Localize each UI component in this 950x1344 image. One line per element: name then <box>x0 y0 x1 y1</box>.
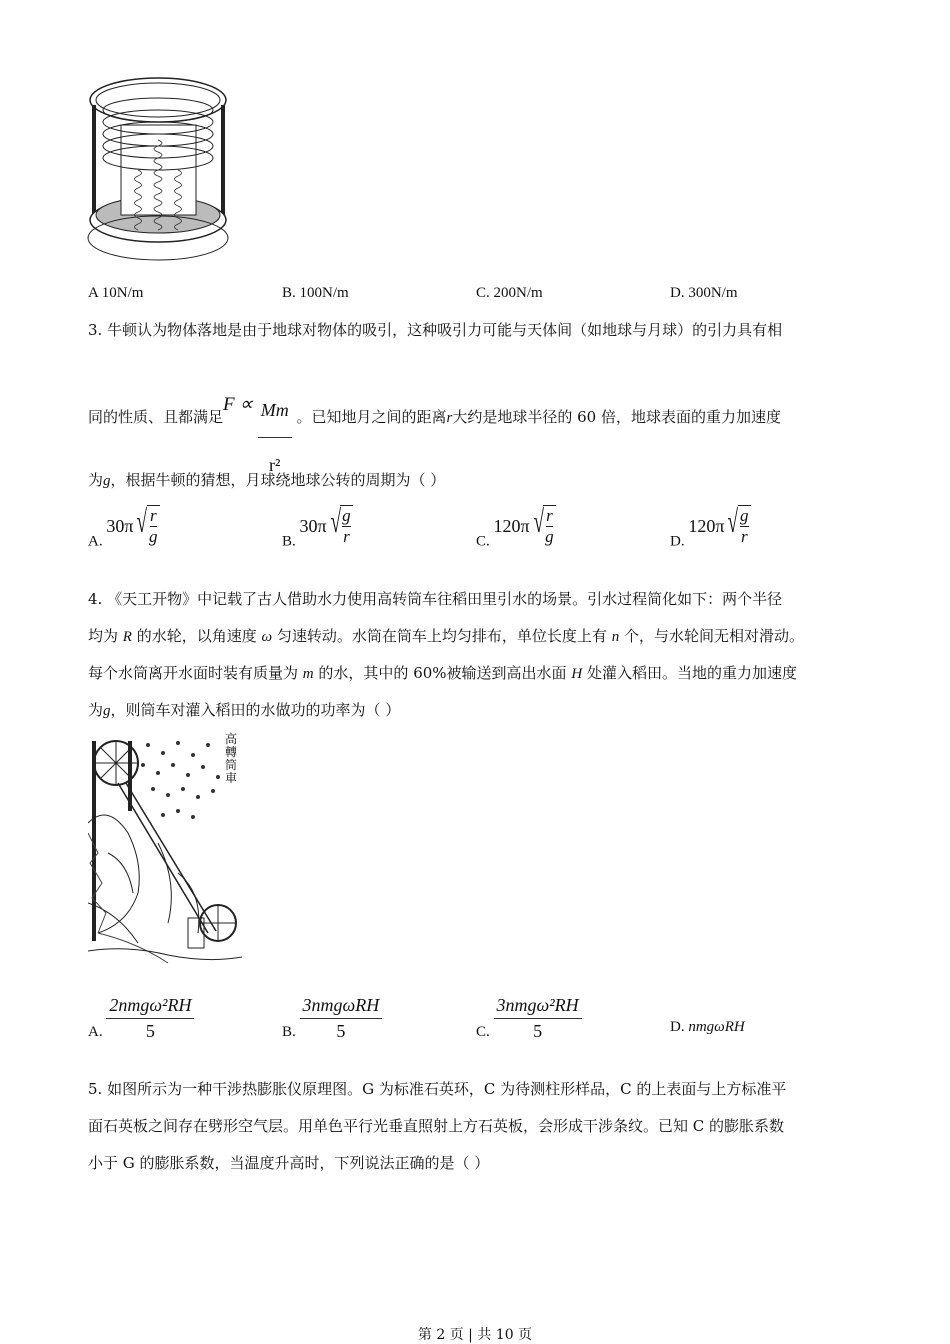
q4-text: 匀速转动。水筒在筒车上均匀排布，单位长度上有 <box>276 627 607 645</box>
q4-option-d[interactable] <box>670 1019 745 1036</box>
q4-option-b[interactable] <box>282 995 382 1042</box>
option-label: C. <box>476 1023 490 1040</box>
var-omega: ω <box>261 629 273 645</box>
q2-option-c: C. 200N/m <box>476 285 543 301</box>
q4-text: 的水，其中的 60%被输送到高出水面 <box>318 664 567 682</box>
formula-denominator: r² <box>269 455 281 475</box>
option-num: g <box>342 506 351 525</box>
q3-line-1: 3. 牛顿认为物体落地是由于地球对物体的吸引，这种吸引力可能与天体间（如地球与月球）的引力具有相 <box>88 321 783 339</box>
option-num: r <box>546 506 553 525</box>
q4-line-4 <box>88 700 400 721</box>
q5-line-2: 面石英板之间存在劈形空气层。用单色平行光垂直照射上方石英板，会形成干涉条纹。已知 C 的膨胀系数 <box>88 1117 785 1135</box>
option-num: 2nmgω²RH <box>106 995 194 1019</box>
sqrt-icon: √ $\frac{g}{r}$ <box>330 503 351 546</box>
page-footer: 第 2 页 | 共 10 页 <box>417 1327 533 1343</box>
var-r: r <box>446 410 453 426</box>
option-coef: 30π <box>106 515 134 536</box>
var-g: g <box>103 473 111 489</box>
q2-option-b: B. 100N/m <box>282 285 349 301</box>
option-expr: nmgωRH <box>688 1019 745 1035</box>
option-label: B. <box>282 1023 296 1040</box>
q3-option-b[interactable] <box>282 505 353 551</box>
var-g: g <box>103 703 111 719</box>
sqrt-icon: √ $\frac{r}{g}$ <box>136 503 158 546</box>
q4-text: 均为 <box>88 627 119 645</box>
option-coef: 30π <box>299 515 327 536</box>
waterwheel-illustration <box>88 733 242 965</box>
q3-text: 为 <box>88 471 104 489</box>
option-den: r <box>740 527 748 546</box>
option-label: A. <box>88 533 103 550</box>
formula-f: F ∝ <box>223 394 253 415</box>
option-den: 5 <box>533 1021 543 1041</box>
option-num: 3nmgω²RH <box>494 995 582 1019</box>
option-den: g <box>149 527 158 546</box>
option-label: B. <box>282 533 296 550</box>
q3-text: 。已知地月之间的距离 <box>296 408 447 426</box>
var-m: m <box>302 666 314 682</box>
option-label: A. <box>88 1023 103 1040</box>
option-coef: 120π <box>688 515 725 536</box>
q3-text: 同的性质、且都满足 <box>88 408 224 426</box>
option-den: r <box>343 527 350 546</box>
q3-option-d[interactable] <box>670 505 751 551</box>
q3-option-a[interactable] <box>88 505 160 551</box>
option-coef: 120π <box>493 515 530 536</box>
spring-apparatus-figure <box>86 70 231 270</box>
option-den: 5 <box>336 1021 346 1041</box>
option-label: D. <box>670 1019 685 1035</box>
q3-text: ，根据牛顿的猜想，月球绕地球公转的周期为（ ） <box>110 471 446 489</box>
q4-text: 处灌入稻田。当地的重力加速度 <box>586 664 797 682</box>
illustration-caption: 高轉筒車 <box>224 732 237 785</box>
q2-option-d: D. 300N/m <box>670 285 738 301</box>
formula-numerator: Mm <box>258 385 292 438</box>
sqrt-icon: √ $\frac{g}{r}$ <box>727 503 749 546</box>
q4-line-3 <box>88 663 797 684</box>
q4-line-2 <box>88 626 804 647</box>
q4-option-a[interactable] <box>88 995 194 1042</box>
q4-text: ，则筒车对灌入稻田的水做功的功率为（ ） <box>110 701 401 719</box>
q4-line-1: 4. 《天工开物》中记载了古人借助水力使用高转筒车往稻田里引水的场景。引水过程简化如下：两个半径 <box>88 590 783 608</box>
q3-line-3 <box>88 470 445 491</box>
sqrt-icon: √ $\frac{r}{g}$ <box>533 503 554 546</box>
var-n: n <box>611 629 620 645</box>
var-R: R <box>122 629 132 645</box>
option-num: g <box>740 506 749 525</box>
option-num: 3nmgωRH <box>300 995 383 1019</box>
option-den: g <box>545 527 554 546</box>
q5-line-3: 小于 G 的膨胀系数，当温度升高时，下列说法正确的是（ ） <box>88 1154 490 1172</box>
q4-text: 为 <box>88 701 104 719</box>
q3-text: 大约是地球半径的 60 倍，地球表面的重力加速度 <box>452 408 782 426</box>
q4-text: 的水轮，以角速度 <box>136 627 257 645</box>
q2-option-a: A 10N/m <box>88 285 144 301</box>
option-den: 5 <box>145 1021 155 1041</box>
q4-text: 个，与水轮间无相对滑动。 <box>624 627 805 645</box>
q4-option-c[interactable] <box>476 995 582 1042</box>
option-label: C. <box>476 533 490 550</box>
var-H: H <box>571 666 583 682</box>
q4-text: 每个水筒离开水面时装有质量为 <box>88 664 299 682</box>
option-label: D. <box>670 533 685 550</box>
q5-line-1: 5. 如图所示为一种干涉热膨胀仪原理图。G 为标准石英环，C 为待测柱形样品，C 的上表面与上方标准平 <box>88 1080 787 1098</box>
q3-option-c[interactable] <box>476 505 556 551</box>
option-num: r <box>149 506 157 525</box>
